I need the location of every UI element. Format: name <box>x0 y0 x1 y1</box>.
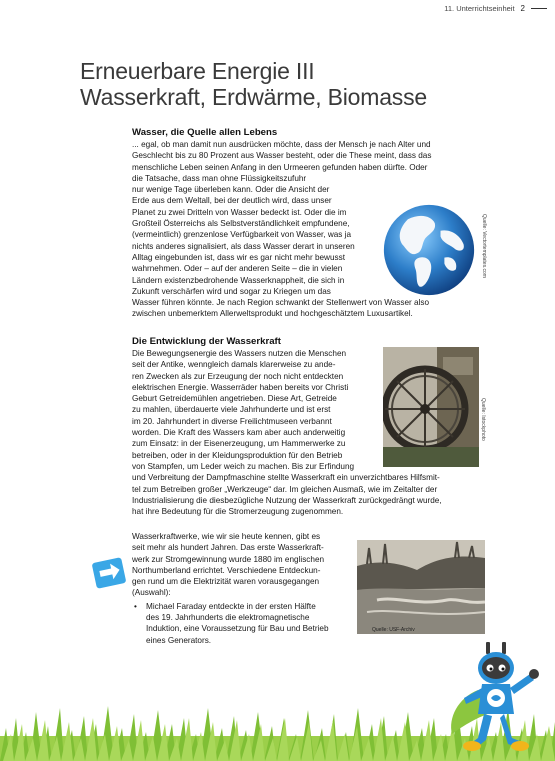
section-first-plants <box>132 531 352 646</box>
text-line: betreiben, oder in der Kleidungsproduktion für den Betrieb <box>132 450 343 460</box>
page-number: 2 <box>520 4 525 13</box>
section-body <box>132 531 352 599</box>
globe-image <box>381 202 477 298</box>
text-line: eines Generators. <box>146 635 212 645</box>
text-line: Alltag eingebunden ist, dass wir es gar nicht mehr bewusst <box>132 252 345 262</box>
title-line-2: Wasserkraft, Erdwärme, Biomasse <box>80 84 427 110</box>
text-line: Erde aus dem Weltall, bei der deutlich wird, dass unser <box>132 196 332 206</box>
text-line: die Tatsache, dass man ohne Flüssigkeitszufuhr <box>132 173 307 183</box>
text-line: nur wenige Tage überleben kann. Oder die Ansicht der <box>132 185 330 195</box>
text-line: elektrischen Energie. Wasserräder haben bereits vor Christi <box>132 382 349 392</box>
text-line: und Verbreitung der Dampfmaschine stellte Wasserkraft ein unverzichtbares Hilfsmit- <box>132 473 440 483</box>
section-heading: Wasser, die Quelle allen Lebens <box>132 127 278 138</box>
text-line: Industrialisierung die diesbezügliche Nutzung der Wasserkraft zurückgedrängt wurde, <box>132 495 442 505</box>
text-line: Induktion, eine Voraussetzung für Bau und Betrieb <box>146 624 329 634</box>
header-rule <box>531 8 547 9</box>
text-line: nichts anderes signalisiert, als dass Wasser derart in unseren <box>132 241 355 251</box>
text-line: (vermeintlich) grenzenlose Verfügbarkeit von Wasser, was ja <box>132 230 352 240</box>
text-line: seit der Antike, wenngleich damals klarerweise zu ande- <box>132 360 336 370</box>
text-line: zum Einsatz: in der Eisenerzeugung, um Hammerwerke zu <box>132 439 346 449</box>
text-line: Wasserkraftwerke, wie wir sie heute kennen, gibt es <box>132 532 321 541</box>
text-line: von Stampfen, um Leder weich zu machen. Bis zur Erfindung <box>132 461 355 471</box>
text-line: Zukunft verschärfen wird und sogar zu Kriegen um das <box>132 286 331 296</box>
arrow-badge-icon <box>92 557 126 589</box>
historic-river-photo <box>357 540 485 634</box>
text-line: des 19. Jahrhunderts die elektromagnetische <box>146 613 310 623</box>
text-line: Geburt Getreidemühlen angetrieben. Diese Art, Getreide <box>132 394 337 404</box>
historic-photo-credit: Quelle: USF-Archiv <box>372 627 415 633</box>
text-line: seit mehr als hundert Jahren. Das erste Wasserkraft- <box>132 543 324 553</box>
title-line-1: Erneuerbare Energie III <box>80 58 315 84</box>
globe-credit: Quelle: Vectortemplates.com <box>481 214 487 278</box>
text-line: wahrnehmen. Oder – auf der anderen Seite – die in vielen <box>132 264 343 274</box>
text-line: ... egal, ob man damit nun ausdrücken möchte, dass der Mensch je nach Alter und <box>132 140 431 149</box>
page-title <box>80 58 520 110</box>
text-line: gen rund um die Elektrizität waren vorausgegangen <box>132 577 320 587</box>
text-line: (Auswahl): <box>132 588 171 598</box>
text-line: Geschlecht bis zu 80 Prozent aus Wasser besteht, oder die These meint, dass das <box>132 151 432 161</box>
text-line: • Michael Faraday entdeckte in der ersten Hälfte <box>146 601 316 611</box>
text-line: worden. Die Kraft des Wassers kam aber auch anderweitig <box>132 428 346 438</box>
text-line: zwischen unbemerktem Allerweltsprodukt und hochgeschätztem Luxusartikel. <box>132 309 413 319</box>
text-line: Die Bewegungsenergie des Wassers nutzen die Menschen <box>132 349 347 358</box>
list-item <box>132 601 352 646</box>
waterwheel-photo <box>383 347 479 467</box>
text-line: Planet zu zwei Dritteln von Wasser bedeckt ist. Oder die im <box>132 207 347 217</box>
discovery-list <box>132 601 352 646</box>
text-line: Northumberland errichtet. Verschiedene Entdeckun- <box>132 565 321 575</box>
text-line: im 20. Jahrhundert in diverse Freilichtmuseen verbannt <box>132 416 332 426</box>
text-line: menschliche Leben seinen Anfang in den Urmeeren gefunden haben dürfte. Oder <box>132 162 428 172</box>
text-line: hat ihre Bedeutung für die Stromerzeugung zugenommen. <box>132 507 344 517</box>
text-line: Wasser führen könnte. Je nach Region schwankt der Stellenwert von Wasser also <box>132 298 430 308</box>
page-header <box>444 4 547 13</box>
waterwheel-credit: Quelle: Istockphoto <box>480 398 486 441</box>
text-line: tel zum Betreiben großer „Werkzeuge“ dar. Im gleichen Ausmaß, wie im Zeitalter der <box>132 484 438 494</box>
text-line: werk zur Stromgewinnung wurde 1880 im englischen <box>132 554 325 564</box>
text-line: zu mahlen, überdauerte viele Jahrhunderte und ist erst <box>132 405 331 415</box>
text-line: ren Zwecken als zur Erzeugung der noch nicht entdeckten <box>132 371 344 381</box>
text-line: Großteil Österreichs als Selbstverständlichkeit empfundene, <box>132 219 350 229</box>
section-heading: Die Entwicklung der Wasserkraft <box>132 336 281 347</box>
text-line: Ländern existenzbedrohende Wasserknappheit, die sich in <box>132 275 345 285</box>
plug-superhero-mascot <box>448 638 548 756</box>
chapter-label: 11. Unterrichtseinheit <box>444 4 515 13</box>
